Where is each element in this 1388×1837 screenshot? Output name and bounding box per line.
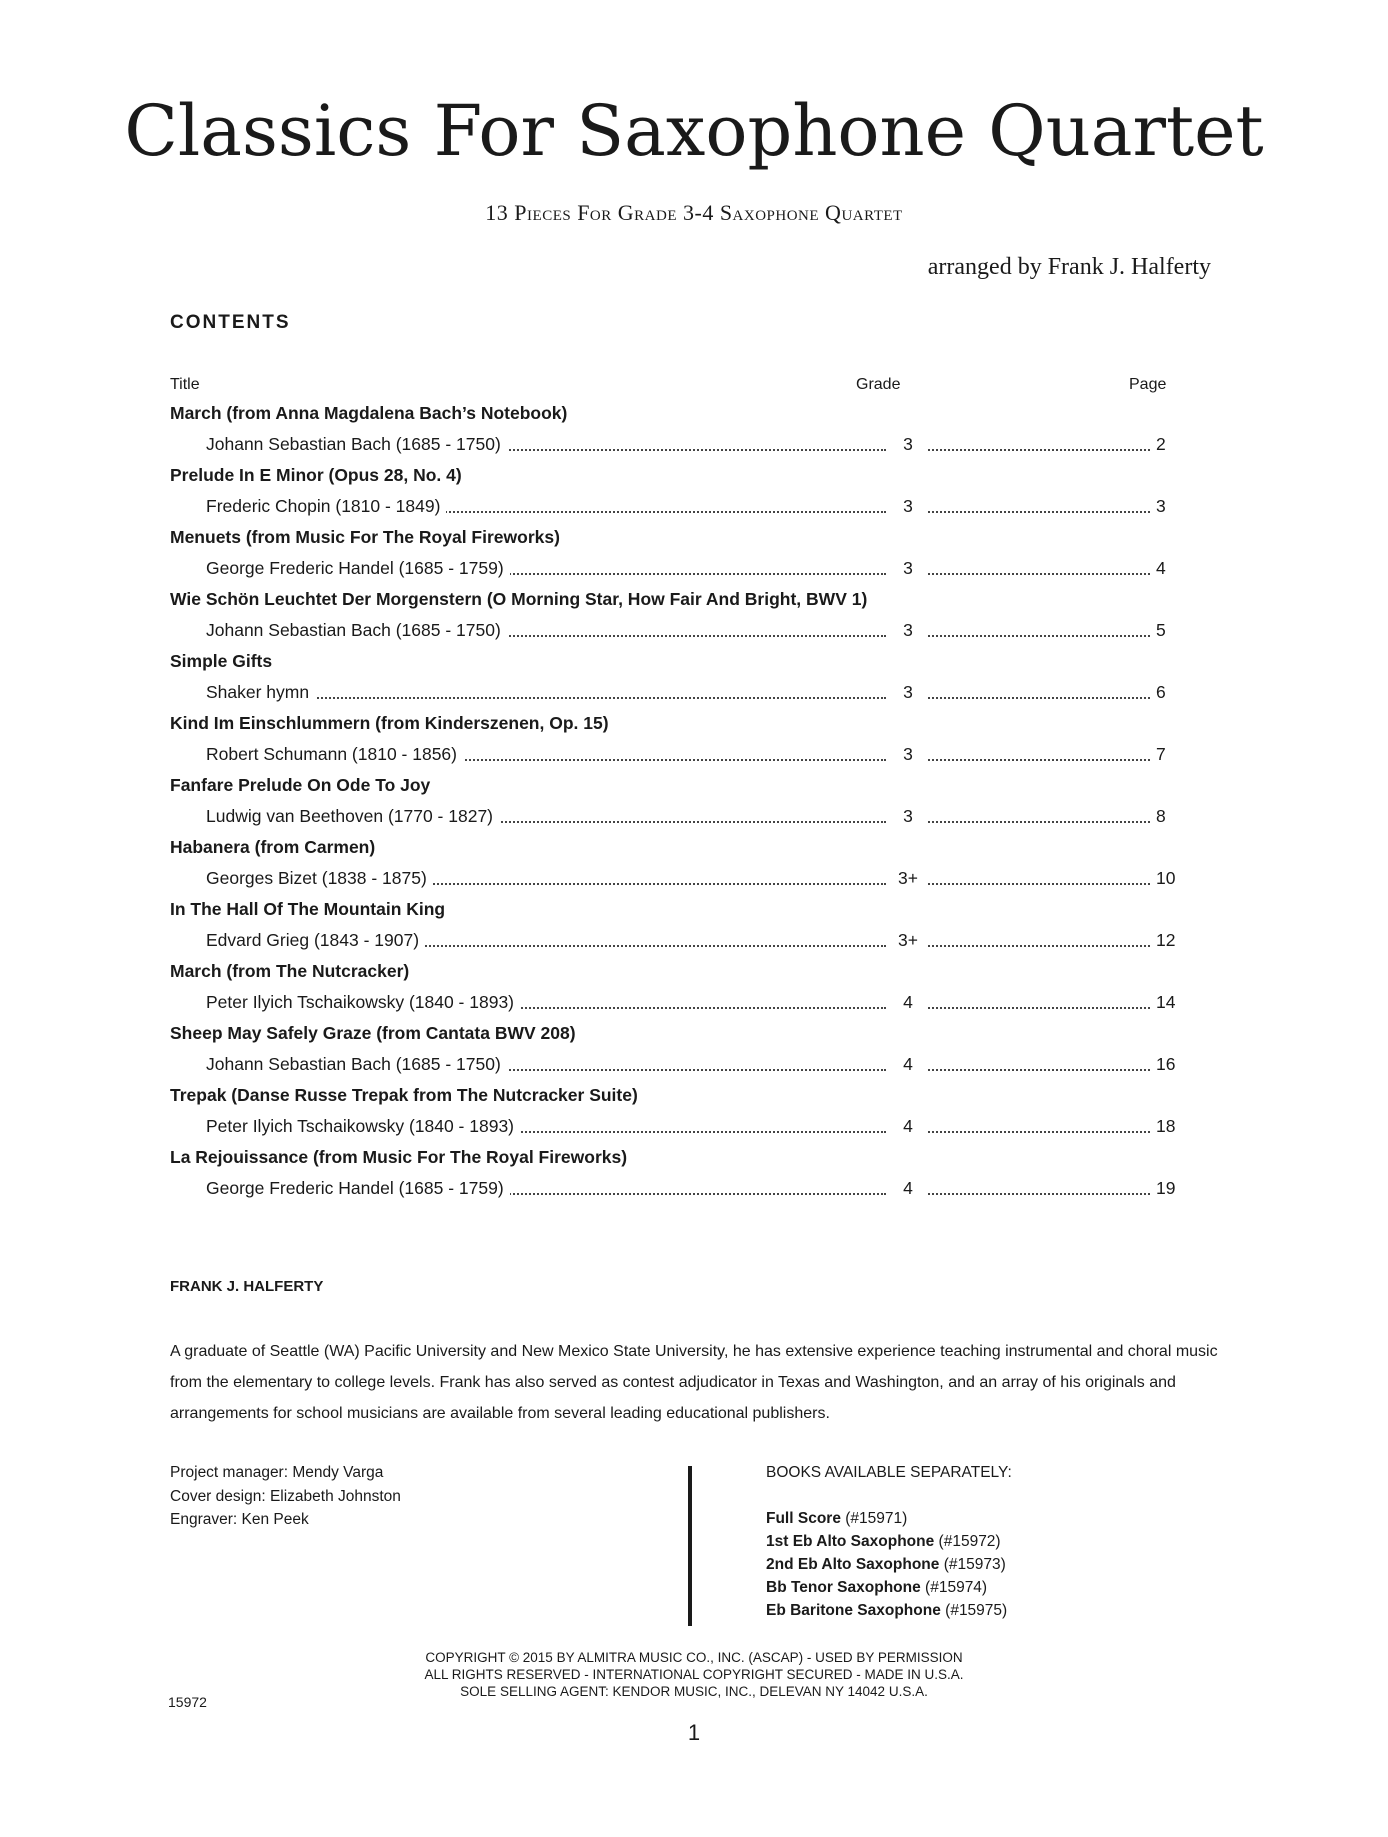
- grade: 3: [890, 558, 926, 579]
- piece-title: March (from Anna Magdalena Bach’s Notebook): [170, 403, 568, 423]
- book-number: (#15974): [925, 1579, 988, 1596]
- dot-leader: [928, 883, 1150, 885]
- dot-leader: [928, 1131, 1150, 1133]
- copyright-notice: [0, 1649, 1388, 1700]
- column-header-page: Page: [1129, 376, 1167, 393]
- composer-line: [206, 1116, 1176, 1138]
- composer: Edvard Grieg (1843 - 1907): [206, 930, 425, 951]
- composer: George Frederic Handel (1685 - 1759): [206, 558, 510, 579]
- dot-leader: [928, 573, 1150, 575]
- composer-line: [206, 1054, 1176, 1076]
- piece-title: Kind Im Einschlummern (from Kinderszenen, Op. 15): [170, 713, 609, 733]
- cover-design-credit: Cover design: Elizabeth Johnston: [170, 1487, 401, 1505]
- arranger-credit: arranged by Frank J. Halferty: [927, 254, 1211, 280]
- page-ref: 7: [1152, 744, 1196, 765]
- catalog-number: 15972: [168, 1694, 207, 1710]
- dot-leader: [928, 635, 1150, 637]
- book-name: 2nd Eb Alto Saxophone: [766, 1556, 940, 1573]
- table-of-contents: [170, 403, 1176, 1209]
- book-item: [766, 1553, 1012, 1576]
- toc-entry: [170, 837, 1176, 899]
- grade: 3+: [890, 930, 926, 951]
- composer: Peter Ilyich Tschaikowsky (1840 - 1893): [206, 1116, 520, 1137]
- grade: 3: [890, 434, 926, 455]
- toc-entry: [170, 961, 1176, 1023]
- toc-entry: [170, 403, 1170, 465]
- composer: Robert Schumann (1810 - 1856): [206, 744, 463, 765]
- vertical-divider: [688, 1466, 692, 1626]
- grade: 4: [890, 1054, 926, 1075]
- toc-entry: [170, 465, 1170, 527]
- copyright-line: COPYRIGHT © 2015 BY ALMITRA MUSIC CO., INC. (ASCAP) - USED BY PERMISSION: [425, 1650, 963, 1665]
- composer: Frederic Chopin (1810 - 1849): [206, 496, 446, 517]
- composer: Johann Sebastian Bach (1685 - 1750): [206, 1054, 507, 1075]
- composer: Johann Sebastian Bach (1685 - 1750): [206, 620, 507, 641]
- piece-title: Fanfare Prelude On Ode To Joy: [170, 775, 431, 795]
- grade: 3: [890, 744, 926, 765]
- piece-title: March (from The Nutcracker): [170, 961, 410, 981]
- book-name: Eb Baritone Saxophone: [766, 1602, 941, 1619]
- piece-title: Menuets (from Music For The Royal Fireworks): [170, 527, 560, 547]
- page-ref: 6: [1152, 682, 1196, 703]
- composer: George Frederic Handel (1685 - 1759): [206, 1178, 510, 1199]
- piece-title: Trepak (Danse Russe Trepak from The Nutcracker Suite): [170, 1085, 638, 1105]
- book-subtitle: 13 Pieces For Grade 3-4 Saxophone Quartet: [485, 200, 903, 225]
- piece-title: Sheep May Safely Graze (from Cantata BWV 208): [170, 1023, 576, 1043]
- toc-entry: [170, 713, 1170, 775]
- dot-leader: [928, 697, 1150, 699]
- page-ref: 14: [1152, 992, 1196, 1013]
- copyright-line: SOLE SELLING AGENT: KENDOR MUSIC, INC., DELEVAN NY 14042 U.S.A.: [460, 1684, 928, 1699]
- composer-line: [206, 558, 1170, 580]
- composer-line: [206, 930, 1176, 952]
- books-available: [766, 1461, 1012, 1622]
- piece-title: Simple Gifts: [170, 651, 273, 671]
- book-name: Bb Tenor Saxophone: [766, 1579, 921, 1596]
- piece-title: Prelude In E Minor (Opus 28, No. 4): [170, 465, 462, 485]
- grade: 3: [890, 620, 926, 641]
- composer-line: [206, 496, 1170, 518]
- column-header-title: Title: [170, 376, 200, 393]
- composer: Ludwig van Beethoven (1770 - 1827): [206, 806, 499, 827]
- page-ref: 2: [1152, 434, 1196, 455]
- page-ref: 8: [1152, 806, 1196, 827]
- grade: 3: [890, 496, 926, 517]
- project-manager-credit: Project manager: Mendy Varga: [170, 1464, 384, 1481]
- composer-line: [206, 992, 1176, 1014]
- page-ref: 19: [1152, 1178, 1196, 1199]
- piece-title: La Rejouissance (from Music For The Royal Fireworks): [170, 1147, 628, 1167]
- page-ref: 16: [1152, 1054, 1196, 1075]
- grade: 4: [890, 1178, 926, 1199]
- dot-leader: [928, 821, 1150, 823]
- book-item: [766, 1576, 1012, 1599]
- grade: 3: [890, 682, 926, 703]
- toc-entry: [170, 899, 1176, 961]
- composer-line: [206, 682, 1170, 704]
- toc-entry: [170, 589, 1170, 651]
- book-item: [766, 1530, 1012, 1553]
- composer-line: [206, 744, 1170, 766]
- dot-leader: [928, 759, 1150, 761]
- book-number: (#15975): [945, 1602, 1008, 1619]
- dot-leader: [928, 1193, 1150, 1195]
- page-ref: 5: [1152, 620, 1196, 641]
- composer: Johann Sebastian Bach (1685 - 1750): [206, 434, 507, 455]
- dot-leader: [928, 945, 1150, 947]
- toc-entry: [170, 651, 1170, 713]
- piece-title: Wie Schön Leuchtet Der Morgenstern (O Morning Star, How Fair And Bright, BWV 1): [170, 589, 868, 609]
- piece-title: Habanera (from Carmen): [170, 837, 376, 857]
- page-ref: 12: [1152, 930, 1196, 951]
- contents-heading: CONTENTS: [170, 312, 291, 333]
- book-number: (#15972): [938, 1533, 1001, 1550]
- composer: Shaker hymn: [206, 682, 315, 703]
- page-number: 1: [687, 1720, 701, 1745]
- toc-entry: [170, 1085, 1176, 1147]
- composer-line: [206, 434, 1170, 456]
- production-credits: [170, 1461, 401, 1532]
- column-header-grade: Grade: [856, 376, 901, 393]
- composer-line: [206, 868, 1176, 890]
- page-ref: 18: [1152, 1116, 1196, 1137]
- book-item: [766, 1599, 1012, 1622]
- toc-entry: [170, 1023, 1176, 1085]
- book-number: (#15973): [943, 1556, 1006, 1573]
- copyright-line: ALL RIGHTS RESERVED - INTERNATIONAL COPYRIGHT SECURED - MADE IN U.S.A.: [424, 1667, 964, 1682]
- grade: 4: [890, 1116, 926, 1137]
- composer: Peter Ilyich Tschaikowsky (1840 - 1893): [206, 992, 520, 1013]
- dot-leader: [928, 1007, 1150, 1009]
- composer-line: [206, 620, 1170, 642]
- books-heading: BOOKS AVAILABLE SEPARATELY:: [766, 1464, 1012, 1481]
- page-ref: 10: [1152, 868, 1196, 889]
- page-ref: 4: [1152, 558, 1196, 579]
- composer-line: [206, 806, 1170, 828]
- toc-entry: [170, 1147, 1176, 1209]
- bio-heading: FRANK J. HALFERTY: [170, 1278, 324, 1295]
- piece-title: In The Hall Of The Mountain King: [170, 899, 446, 919]
- dot-leader: [928, 511, 1150, 513]
- engraver-credit: Engraver: Ken Peek: [170, 1511, 309, 1528]
- book-title: Classics For Saxophone Quartet: [124, 90, 1264, 172]
- bio-text: A graduate of Seattle (WA) Pacific University and New Mexico State University, he has extensive experience teaching instrumental and choral music from the elementary to college levels. Frank has also served as contest adjudicator in Texas and Washington, and an array of his originals and arrangements for school musicians are available from several leading educational publishers.: [170, 1343, 1218, 1422]
- toc-entry: [170, 775, 1170, 837]
- toc-entry: [170, 527, 1170, 589]
- composer: Georges Bizet (1838 - 1875): [206, 868, 433, 889]
- grade: 3: [890, 806, 926, 827]
- book-number: (#15971): [845, 1510, 908, 1527]
- grade: 3+: [890, 868, 926, 889]
- dot-leader: [928, 1069, 1150, 1071]
- book-name: 1st Eb Alto Saxophone: [766, 1533, 935, 1550]
- page-ref: 3: [1152, 496, 1196, 517]
- book-name: Full Score: [766, 1510, 841, 1527]
- dot-leader: [928, 449, 1150, 451]
- grade: 4: [890, 992, 926, 1013]
- composer-line: [206, 1178, 1176, 1200]
- book-item: [766, 1507, 1012, 1530]
